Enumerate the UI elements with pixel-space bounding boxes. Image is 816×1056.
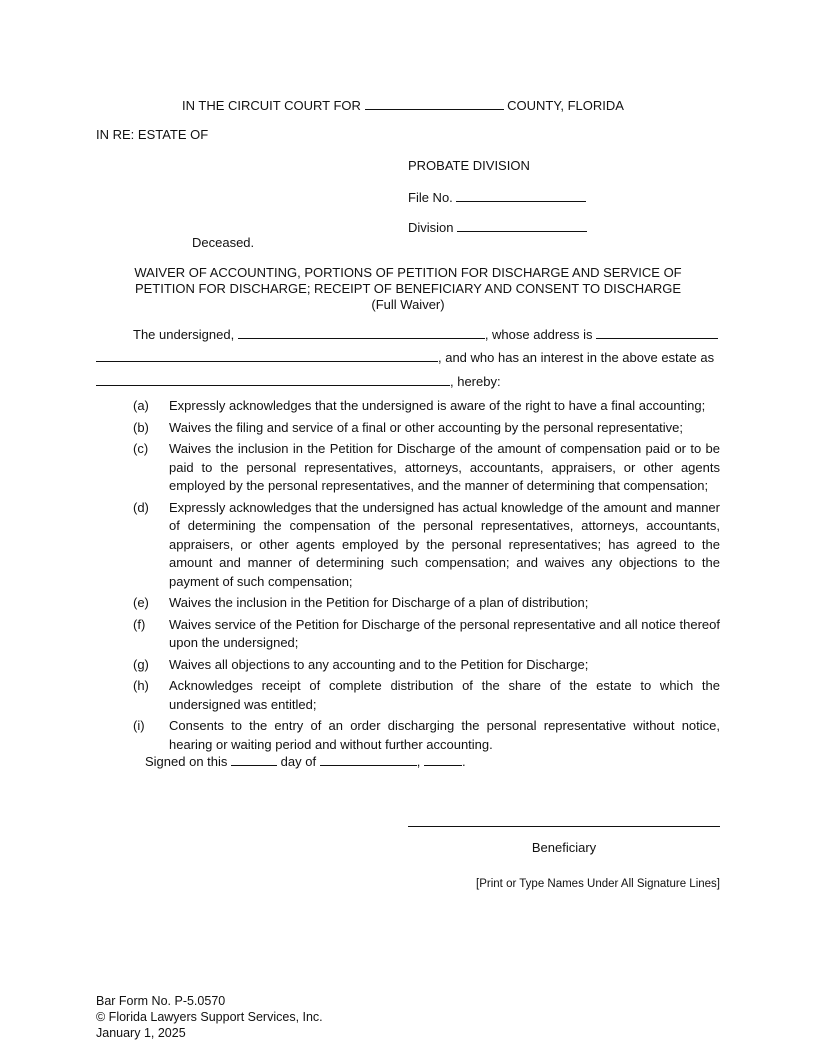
- interest-blank[interactable]: [96, 373, 450, 386]
- list-item: [96, 616, 720, 653]
- item-text: Acknowledges receipt of complete distribution of the share of the estate to which the undersigned was entitled;: [169, 678, 720, 712]
- division-blank[interactable]: [457, 219, 587, 232]
- item-letter: (a): [133, 398, 149, 413]
- copyright-line: © Florida Lawyers Support Services, Inc.: [96, 1010, 323, 1024]
- form-footer: [96, 993, 323, 1041]
- address-blank-2[interactable]: [96, 349, 438, 362]
- item-text: Consents to the entry of an order discharging the personal representative without notice, hearing or waiting period and without further accounting.: [169, 718, 720, 752]
- list-item: [96, 677, 720, 714]
- comma: ,: [416, 754, 421, 769]
- interest-label: , and who has an interest in the above estate as: [438, 350, 715, 365]
- file-no-blank[interactable]: [456, 189, 586, 202]
- probate-division: PROBATE DIVISION: [408, 158, 530, 173]
- day-of-label: day of: [280, 754, 317, 769]
- list-item: [96, 656, 720, 675]
- item-text: Waives the inclusion in the Petition for Discharge of the amount of compensation paid or to be paid to the personal representatives, attorneys, accountants, appraisers, or other agents employed by the personal representatives, and the manner of determining that compensation;: [169, 441, 720, 493]
- waiver-list: [96, 397, 720, 757]
- hereby-label: , hereby:: [450, 374, 501, 389]
- day-blank[interactable]: [231, 753, 277, 766]
- intro-line-2: [96, 349, 720, 366]
- bar-form-number: Bar Form No. P-5.0570: [96, 994, 226, 1008]
- item-text: Waives the inclusion in the Petition for Discharge of a plan of distribution;: [169, 595, 589, 610]
- court-suffix: COUNTY, FLORIDA: [507, 98, 624, 113]
- year-blank[interactable]: [424, 753, 462, 766]
- item-text: Expressly acknowledges that the undersigned is aware of the right to have a final accounting;: [169, 398, 706, 413]
- signature-line[interactable]: [408, 826, 720, 827]
- item-letter: (f): [133, 616, 146, 632]
- list-item: [96, 717, 720, 754]
- item-letter: (c): [133, 441, 149, 456]
- title-line-2: PETITION FOR DISCHARGE; RECEIPT OF BENEFICIARY AND CONSENT TO DISCHARGE: [134, 281, 682, 296]
- intro-line-1: [96, 326, 720, 343]
- signature-note: [Print or Type Names Under All Signature Lines]: [476, 878, 720, 890]
- item-letter: (g): [133, 656, 149, 672]
- item-text: Waives the filing and service of a final or other accounting by the personal representative;: [169, 419, 684, 435]
- item-letter: (e): [133, 595, 149, 610]
- revision-date: January 1, 2025: [96, 1026, 186, 1040]
- item-text: Waives all objections to any accounting and to the Petition for Discharge;: [169, 656, 589, 672]
- item-letter: (d): [133, 499, 149, 515]
- item-letter: (h): [133, 678, 149, 693]
- list-item: [96, 594, 720, 613]
- signed-prefix: Signed on this: [145, 754, 228, 769]
- item-letter: (b): [133, 419, 149, 435]
- file-no-label: File No.: [408, 190, 453, 205]
- beneficiary-label: Beneficiary: [531, 840, 597, 855]
- list-item: [96, 499, 720, 592]
- list-item: [96, 419, 720, 438]
- title-line-3: (Full Waiver): [371, 297, 445, 312]
- signed-date-row: [145, 753, 466, 770]
- item-letter: (i): [133, 718, 145, 733]
- deceased-label: Deceased.: [192, 235, 255, 250]
- list-item: [96, 440, 720, 496]
- division-label: Division: [408, 220, 454, 235]
- title-line-1: WAIVER OF ACCOUNTING, PORTIONS OF PETITION FOR DISCHARGE AND SERVICE OF: [134, 265, 682, 280]
- file-no-row: [408, 189, 586, 206]
- address-label: , whose address is: [484, 327, 593, 342]
- address-blank-1[interactable]: [596, 326, 718, 339]
- document-title: [96, 265, 720, 313]
- period: .: [461, 754, 466, 769]
- court-prefix: IN THE CIRCUIT COURT FOR: [182, 98, 361, 113]
- undersigned-label: The undersigned,: [133, 327, 235, 342]
- in-re-estate: IN RE: ESTATE OF: [96, 127, 209, 142]
- item-text: Expressly acknowledges that the undersigned has actual knowledge of the amount and manner of determining the compensation of the personal representatives, attorneys, accountants, appraisers, or other agents employed by the personal representatives; has agreed to the amount and manner of determining such compensation; and waives any objections to the payment of such compensation;: [169, 499, 720, 589]
- item-text: Waives service of the Petition for Discharge of the personal representative and all notice thereof upon the undersigned;: [169, 616, 720, 650]
- intro-line-3: [96, 373, 720, 390]
- county-blank[interactable]: [365, 97, 504, 110]
- division-row: [408, 219, 587, 236]
- list-item: [96, 397, 720, 416]
- name-blank[interactable]: [238, 326, 485, 339]
- court-heading: [182, 97, 624, 114]
- month-blank[interactable]: [320, 753, 417, 766]
